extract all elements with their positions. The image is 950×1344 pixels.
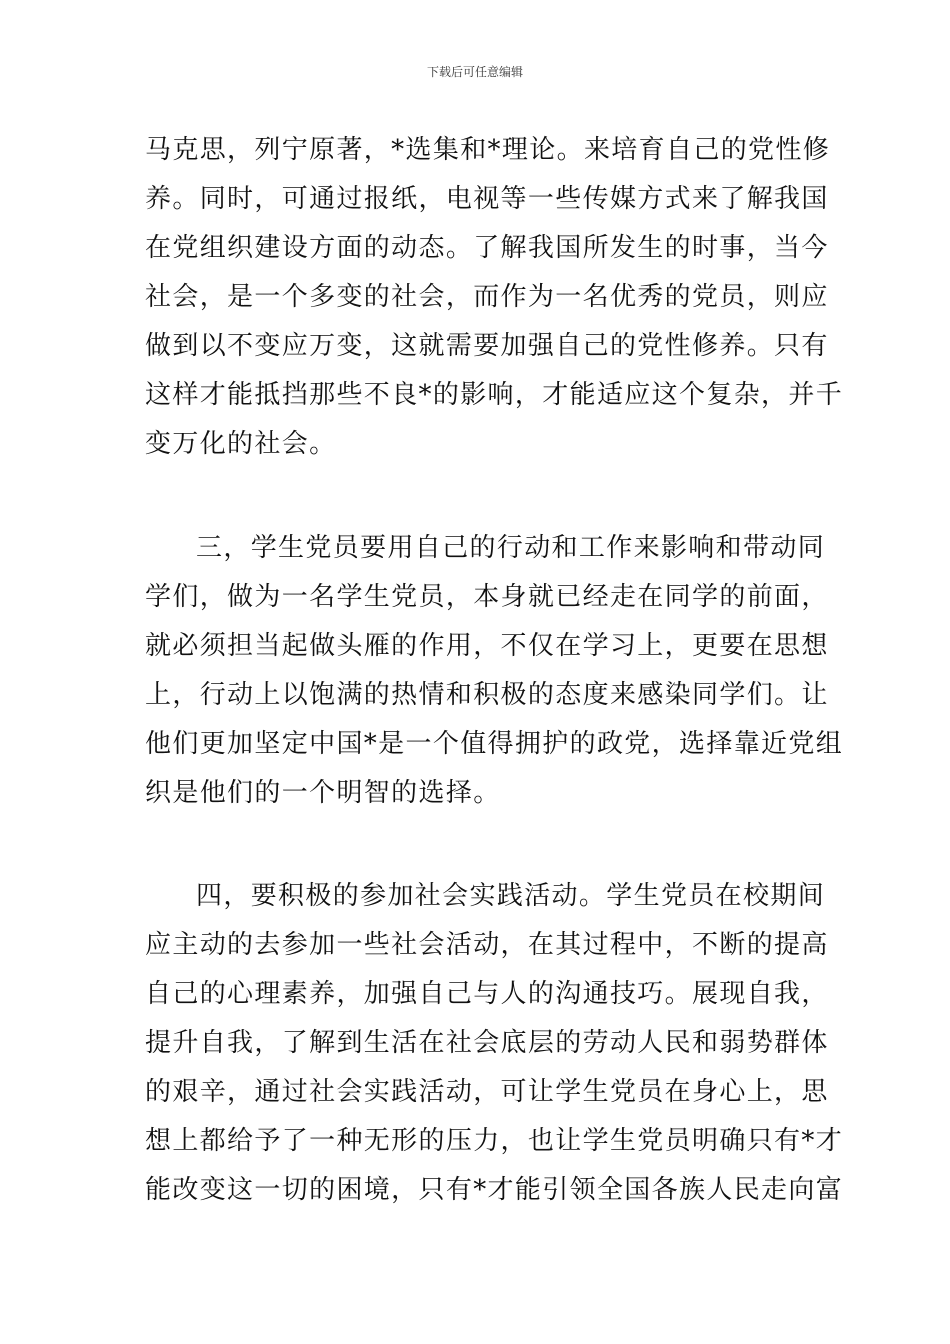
paragraph-3-line-2: 应主动的去参加一些社会活动，在其过程中，不断的提高 <box>145 930 829 960</box>
paragraph-1-line-6: 这样才能抵挡那些不良*的影响，才能适应这个复杂，并千 <box>145 380 844 410</box>
paragraph-3-line-6: 想上都给予了一种无形的压力，也让学生党员明确只有*才 <box>145 1126 844 1156</box>
paragraph-1-line-3: 在党组织建设方面的动态。了解我国所发生的时事，当今 <box>145 233 829 263</box>
paragraph-2-line-3: 就必须担当起做头雁的作用，不仅在学习上，更要在思想 <box>145 631 829 661</box>
paragraph-2-line-4: 上，行动上以饱满的热情和积极的态度来感染同学们。让 <box>145 680 829 710</box>
paragraph-1-line-5: 做到以不变应万变，这就需要加强自己的党性修养。只有 <box>145 331 829 361</box>
paragraph-3-line-1: 四，要积极的参加社会实践活动。学生党员在校期间 <box>196 881 826 911</box>
page-header: 下载后可任意编辑 <box>426 65 523 79</box>
paragraph-1-line-7: 变万化的社会。 <box>145 429 337 459</box>
paragraph-2-line-1: 三，学生党员要用自己的行动和工作来影响和带动同 <box>196 533 826 563</box>
paragraph-2-line-6: 织是他们的一个明智的选择。 <box>145 778 501 808</box>
paragraph-3-line-4: 提升自我，了解到生活在社会底层的劳动人民和弱势群体 <box>145 1028 829 1058</box>
paragraph-3-line-5: 的艰辛，通过社会实践活动，可让学生党员在身心上，思 <box>145 1077 829 1107</box>
paragraph-2-line-5: 他们更加坚定中国*是一个值得拥护的政党，选择靠近党组 <box>145 729 844 759</box>
paragraph-3-line-7: 能改变这一切的困境，只有*才能引领全国各族人民走向富 <box>145 1175 844 1205</box>
paragraph-1-line-1: 马克思，列宁原著，*选集和*理论。来培育自己的党性修 <box>145 135 831 165</box>
paragraph-1-line-2: 养。同时，可通过报纸，电视等一些传媒方式来了解我国 <box>145 184 829 214</box>
paragraph-1-line-4: 社会，是一个多变的社会，而作为一名优秀的党员，则应 <box>145 282 829 312</box>
paragraph-2-line-2: 学们，做为一名学生党员，本身就已经走在同学的前面， <box>145 582 829 612</box>
paragraph-3-line-3: 自己的心理素养，加强自己与人的沟通技巧。展现自我， <box>145 979 829 1009</box>
